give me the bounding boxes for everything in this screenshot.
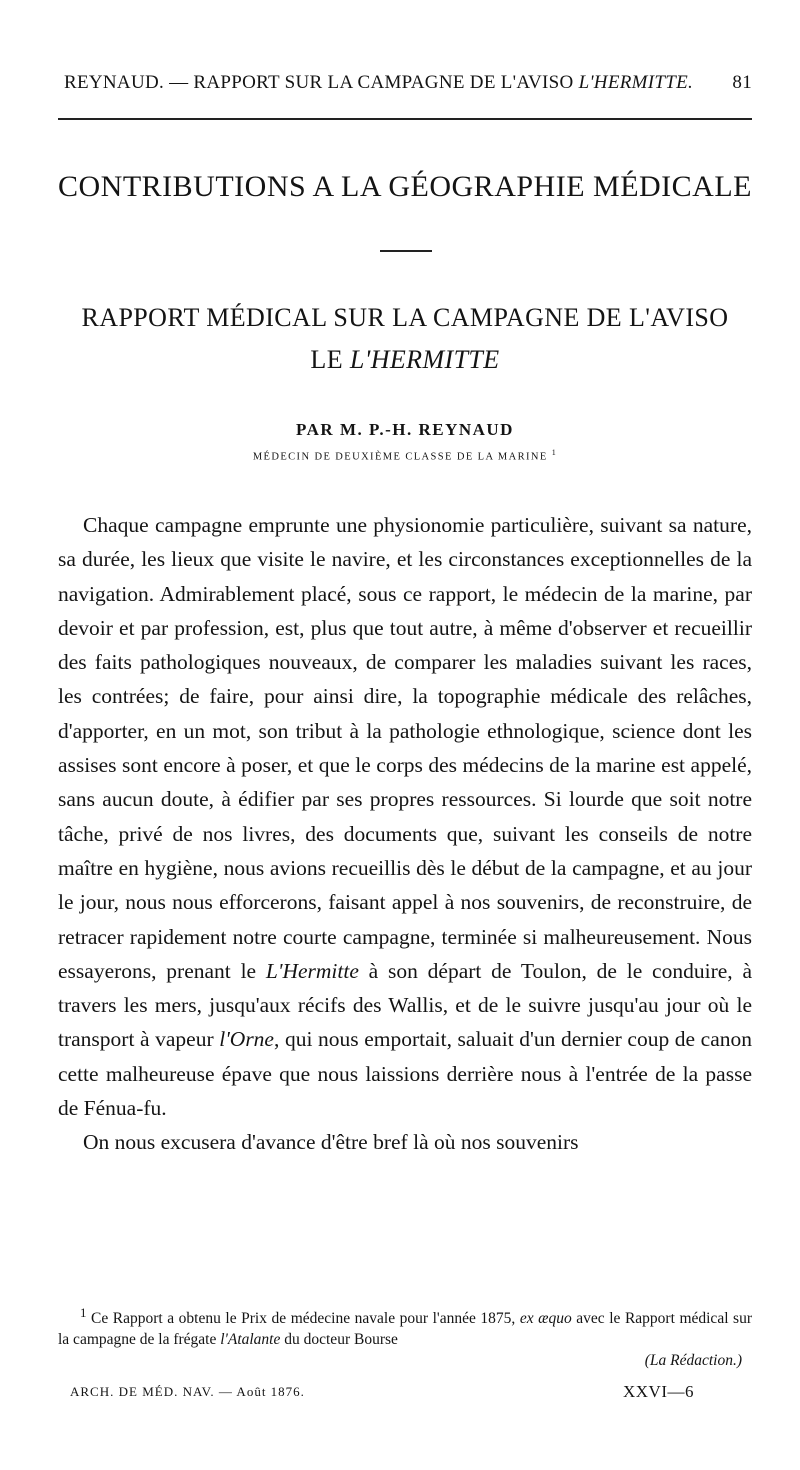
signature-mark: XXVI—6 — [623, 1382, 694, 1401]
footnote-attribution: (La Rédaction.) — [644, 1352, 742, 1370]
header-rule — [58, 118, 752, 120]
author-affiliation: MÉDECIN DE DEUXIÈME CLASSE DE LA MARINE $^1$ — [252, 448, 558, 463]
report-title-line2: LE L'HERMITTE — [310, 345, 500, 374]
paragraph: Chaque campagne emprunte une physionomie particulière, suivant sa nature, sa durée, les lieux que visite le navire, et les circonstances exceptionnelles de la navigation. Admirablement placé, sous ce rapport, le médecin de la marine, par devoir et par profession, est, plus que tout autre, à même d'observer et recueillir des faits pathologiques nouveaux, de comparer les maladies suivant les races, les contrées; de faire, pour ainsi dire, la topographie médicale des relâches, d'apporter, en un mot, son tribut à la pathologie ethnologique, science dont les assises sont encore à poser, et que le corps des médecins de la marine est appelé, sans aucun doute, à édifier par ses propres ressources. Si lourde que soit notre tâche, privé de nos livres, des documents que, suivant les conseils de notre maître en hygiène, nous avions recueillis dès le début de la campagne, et au jour le jour, nous nous efforcerons, faisant appel à nos souvenirs, de reconstruire, de retracer rapidement notre courte campagne, terminée si malheureusement. Nous essayerons, prenant le L'Hermitte à son départ de Toulon, de le conduire, à travers les mers, jusqu'aux récifs des Wallis, et de le suivre jusqu'au jour où le transport à vapeur l'Orne, qui nous emportait, saluait d'un dernier coup de canon cette malheureuse épave que nous laissions derrière nous à l'entrée de la passe de Fénua-fu. — [58, 513, 752, 1121]
title-divider — [380, 250, 432, 252]
report-title-ship: L'HERMITTE — [349, 345, 500, 374]
footnote-text: $^1$ Ce Rapport a obtenu le Prix de médecine navale pour l'année 1875, ex æquo avec le Rapport médical sur la campagne de la frégate l'Atalante du docteur Bourse — [58, 1305, 752, 1349]
document-page — [58, 0, 752, 1470]
paragraph: On nous excusera d'avance d'être bref là où nos souvenirs — [83, 1130, 579, 1155]
footnote-marker: 1 — [80, 1305, 87, 1320]
section-title: CONTRIBUTIONS A LA GÉOGRAPHIE MÉDICALE — [58, 170, 752, 203]
transport-name: l'Orne — [219, 1027, 274, 1052]
body-text — [58, 508, 752, 1160]
report-title-line1: RAPPORT MÉDICAL SUR LA CAMPAGNE DE L'AVISO — [81, 303, 729, 332]
report-title — [58, 297, 752, 381]
running-head-text: REYNAUD. — RAPPORT SUR LA CAMPAGNE DE L'AVISO L'HERMITTE. — [64, 72, 694, 93]
author-byline: PAR M. P.-H. REYNAUD — [296, 420, 514, 439]
journal-reference: ARCH. DE MÉD. NAV. — Août 1876. — [70, 1384, 305, 1399]
page-number: 81 — [732, 72, 752, 93]
ship-name: L'Hermitte — [265, 958, 359, 983]
running-head-ship: L'HERMITTE. — [578, 72, 694, 93]
footnote — [58, 1302, 752, 1371]
footnote-reference: 1 — [551, 448, 558, 457]
